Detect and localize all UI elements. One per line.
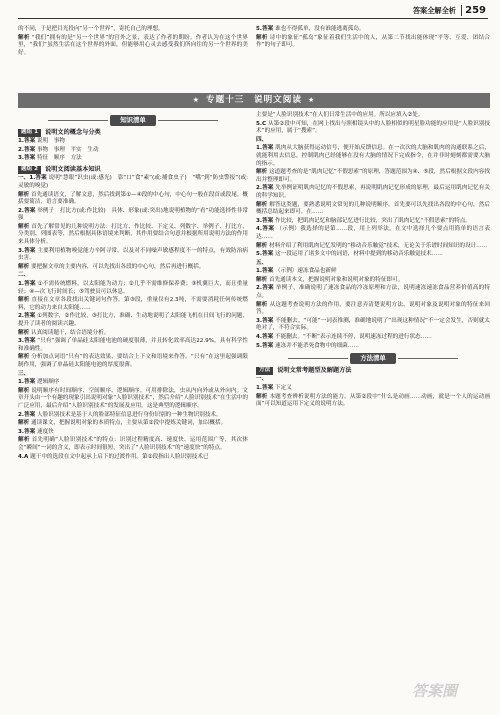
- method-header: [256, 353, 490, 364]
- topic-1-answers: [18, 138, 248, 163]
- section-marker: 二、: [18, 272, 30, 279]
- topic-tag: 题组 2: [18, 166, 41, 174]
- answer-line: [256, 185, 490, 200]
- answer-lead: 5.C: [256, 120, 267, 127]
- left-top-column: [18, 26, 248, 58]
- answer-line: [18, 35, 248, 58]
- answer-line: [256, 334, 490, 342]
- answer-lead: 4.A: [18, 453, 29, 460]
- answer-lead: 2.答案: [18, 146, 36, 153]
- answer-lead: 解析: [18, 354, 30, 361]
- answer-text: 解答这类题，要熟悉说明文常见的几种说明顺序。首先要可以先找出各段的中心句，然后概括总结起来即可。在……: [256, 201, 490, 216]
- answer-lead: 解析: [18, 223, 30, 230]
- method-label: 方法清单: [350, 353, 396, 364]
- answer-line: [256, 35, 490, 50]
- answer-text: 不能删去。“可能”一词表推测，准确地说明了“出现这种情况”不一定会发生，否则就太绝对了，不符合实际。: [256, 317, 490, 332]
- answer-line: [18, 224, 248, 247]
- answer-line: [256, 243, 490, 251]
- answer-line: [256, 145, 490, 168]
- topic-2-answers: [18, 175, 248, 271]
- answer-line: [18, 147, 248, 155]
- answer-text: 要把握文章的主要内容，可以先找出各段的中心句，然后再进行概括。: [30, 263, 205, 270]
- left-main-column: [18, 112, 248, 462]
- answer-line: [18, 379, 248, 387]
- answer-lead: 解析: [256, 34, 268, 41]
- answer-text: 的不同，于是把目光投向“另一个世界”，寄托自己的理想。: [18, 26, 164, 32]
- answer-lead: 解析: [256, 393, 268, 400]
- answer-line: [256, 112, 490, 120]
- knowledge-label: 知识清单: [110, 115, 156, 126]
- answer-line: [18, 248, 248, 263]
- answer-line: [256, 277, 490, 285]
- answer-text: 这道题考查的是“肌肉记忆”不假思索”的原理，答题范围为④、⑤段，然后根据文段内容找出并整理即可。: [256, 169, 490, 183]
- answer-lead: 2.答案: [18, 207, 36, 214]
- answer-lead: 解析: [18, 437, 30, 444]
- answer-text: 首先了解常见的几种说明方法：打比方、作比较、下定义、列数字、举例子、打比方、分类别、列图表等，然后根据具体语境来判断，其作用要结合句意并根据所用说明方法的作用来具体分析。: [18, 223, 248, 246]
- answer-text: ①列数字，②作比较，③打比方，准确、生动地说明了太阳能飞机在日间飞行的问题，提升了读者的阅读兴趣。: [18, 313, 248, 328]
- topic-2: [18, 166, 248, 174]
- answer-line: [256, 218, 490, 226]
- right-top-column: [256, 26, 490, 51]
- answer-text: 主要利用植物嗅觉能力辛阿寻常，以及对不同噪声敏感程度不一的特点，有效防治病虫害。: [18, 247, 248, 262]
- answer-lead: 解析: [18, 420, 30, 427]
- answer-text: 从第②段中可知，在网上找出与照相镜头中的人脸相似的明星脸功能的应用是“人脸识别技术”的应用，属于“搜索”。: [256, 120, 490, 135]
- answer-text: 举例子 打比方(或:作比较) 具体、形象(或:突出)地说明植物的“看”功能选择性非常强: [18, 207, 248, 222]
- answer-line: [18, 313, 248, 328]
- answer-line: [18, 354, 248, 369]
- answer-text: 首先通读本文，把握说明对象和说明对象的特征即可。: [268, 276, 404, 283]
- answer-line: [256, 137, 490, 145]
- answer-line: [18, 330, 248, 338]
- answer-lead: 5.答案: [256, 251, 274, 258]
- answer-line: [256, 226, 490, 241]
- answer-text: 说明 事物: [37, 138, 65, 145]
- answer-lead: 解析: [256, 169, 268, 176]
- page-number: 259: [465, 5, 486, 16]
- topic-title: 说明文常考题型及解题方法: [277, 366, 352, 374]
- answer-lead: 1.答案: [18, 138, 36, 145]
- divider: [158, 120, 218, 121]
- answer-line: [18, 429, 248, 437]
- answer-line: [18, 138, 248, 146]
- answer-line: [256, 121, 490, 136]
- watermark-logo: 答案圈: [412, 682, 458, 700]
- answer-lead: 四、: [256, 136, 268, 143]
- answer-line: [18, 208, 248, 223]
- answer-line: [256, 202, 490, 217]
- answer-lead: 5.答案: [256, 342, 274, 349]
- answer-lead: 4.答案: [256, 334, 274, 341]
- header-rule: [18, 18, 488, 19]
- chapter-banner: [18, 93, 490, 108]
- answer-text: 主要是“人脸识别技术”在人们日常生活中的应用。所以应填入②处。: [256, 112, 424, 118]
- answer-line: [18, 437, 248, 452]
- answer-lead: 解析: [18, 297, 30, 304]
- header-divider: [461, 5, 462, 16]
- answer-line: [256, 376, 490, 384]
- answer-lead: 解析: [256, 242, 268, 249]
- answer-text: 肌肉从大脑获得运动信号，便开始反馈信息。在一次次的大脑和肌肉的沟通联系之后，就能利用去信息，控制肌肉已经能够在没有大脑的情况下完成指令，在并非时刻刻都需要大脑的指示。: [256, 145, 490, 167]
- answer-text: 作比较，把肌肉记忆和脑部记忆进行比较，突出了肌肉记忆“不假思索”的特点。: [275, 217, 471, 224]
- answer-line: [256, 302, 490, 317]
- topic-title: 说明文阅读基本知识: [45, 165, 101, 173]
- answer-lead: 3.答案: [18, 155, 36, 162]
- divider: [48, 120, 108, 121]
- topic-tag: 方法: [256, 367, 273, 375]
- answer-text: 谁也不得孤单，没有谁能逃离孤岛。: [275, 26, 365, 32]
- answer-lead: 1.答案: [256, 145, 274, 152]
- answer-line: [256, 385, 490, 393]
- answer-text: 分析加点词语“只有”的表达效果，要结合上下文和语境来作答。“只有”在这里起强调限制作用，强调了单晶硅太阳能电池的厚度很薄。: [18, 354, 248, 368]
- answer-text: “我们”拥有的是“另一个世界”的宫外之景，表达了作者的期盼。作者认为在这个世界里，“我们”虽然生活在这个世界的外面，但能够用心灵去感受我们所向往的另一个世界的美好。: [18, 34, 248, 56]
- banner-star-left-icon: ★: [192, 95, 201, 104]
- answer-lead: 3.答案: [18, 338, 36, 345]
- section-3-answers: [18, 379, 248, 461]
- answer-line: [256, 260, 490, 268]
- chapter-title: 专题十三 说明文阅读: [206, 94, 302, 105]
- answer-text: 说明顺序有时间顺序、空间顺序、逻辑顺序。可用排除法，虫从内向外或从外向内。文章开头由一个有趣的现象引出说明对象“人脸识别技术”，然后介绍“人脸识别技术”在生活中的广泛应用，最后介绍“人脸识别技术”的发展及应用。这是典型的逻辑顺序。: [18, 387, 248, 409]
- answer-lead: 一、1.答案: [18, 175, 47, 182]
- answer-line: [18, 175, 248, 190]
- answer-lead: 2.答案: [18, 313, 36, 320]
- answer-line: [256, 268, 490, 276]
- answer-text: （示例）速冻食品也新鲜: [275, 268, 337, 275]
- answer-text: 题干中的选段在文中起承上启下的过渡作用。第②段指出人脸识别技术已: [30, 453, 209, 460]
- divider: [288, 358, 348, 359]
- right-answers: [256, 112, 490, 350]
- answer-lead: 1.答案: [18, 281, 36, 288]
- answer-lead: 解析: [256, 201, 268, 208]
- answer-text: 从这题考查说明方法的作用，要注意弄清楚说明方法、说明对象及说明对象的特征来回答。: [256, 301, 490, 316]
- answer-lead: 解析: [18, 329, 30, 336]
- answer-lead: 4.答案: [256, 226, 275, 233]
- topic-tag: 题组 1: [18, 129, 41, 137]
- answer-lead: 1.答案: [256, 384, 274, 391]
- answer-line: [256, 285, 490, 300]
- answer-line: [18, 26, 248, 34]
- answer-lead: 2.答案: [256, 285, 274, 292]
- answer-line: [18, 281, 248, 296]
- answer-text: 本题考查辨析说明方法的能力。从第②段中“什么是动画……动画，就是一个人的运动画面”可以知道运用下定义的说明方法。: [256, 393, 490, 408]
- answer-text: 诗中的象征“孤岛”象征着我们生活中的人，从第二节找出能体现“平等、互爱、团结合作”的句子即可。: [256, 34, 490, 49]
- answer-line: [18, 454, 248, 462]
- answer-lead: 3.答案: [18, 428, 36, 435]
- divider: [398, 358, 458, 359]
- answer-line: [18, 297, 248, 312]
- answer-lead: 2.答案: [256, 185, 274, 192]
- answer-lead: 解析: [18, 263, 30, 270]
- answer-line: [256, 251, 490, 259]
- page-header: [0, 0, 500, 22]
- method-topic: [256, 367, 490, 375]
- answer-text: 速度快: [37, 428, 54, 435]
- answer-lead: 五、: [256, 259, 268, 266]
- answer-line: [256, 169, 490, 184]
- answer-lead: 解析: [256, 301, 268, 308]
- right-main-column: [256, 112, 490, 410]
- answer-line: [256, 394, 490, 409]
- section-marker: 三、: [18, 370, 30, 377]
- answer-text: 首先通读语文，了解文意，然后找到第①—④段的中心句，中心句一般在段首或段尾。概括要简洁，语言要准确。: [18, 191, 248, 206]
- answer-lead: 一、: [256, 376, 268, 383]
- answer-line: [18, 264, 248, 272]
- banner-star-right-icon: ★: [307, 95, 316, 104]
- answer-line: [18, 338, 248, 353]
- section-2-answers: [18, 281, 248, 370]
- method-answers: [256, 376, 490, 408]
- answer-lead: 5.答案: [256, 26, 274, 32]
- header-title: 答案全解全析: [412, 6, 456, 15]
- knowledge-header: [18, 115, 248, 126]
- answer-lead: 3.答案: [18, 247, 36, 254]
- answer-lead: 1.答案: [256, 268, 274, 275]
- answer-text: 逻辑顺序: [37, 379, 60, 386]
- answer-text: 材料介绍了利用肌肉记忆发明的“移动音乐触觉”技术，无论关于乐谱时间知识的设计……: [268, 242, 488, 249]
- answer-lead: 解析: [18, 191, 30, 198]
- answer-text: ①不需传统燃料，以太阳能为动力；②几乎不需维修保养费；③机翼巨大，而且重量轻；④—次飞行时间长；⑤驾驶员可以休息。: [18, 281, 248, 295]
- topic-1: [18, 129, 248, 137]
- answer-text: 通读课文，把握说明对象的本质特点，主要从第②段中提炼关键词，加以概括。: [30, 420, 227, 427]
- answer-line: [256, 318, 490, 333]
- answer-line: [18, 192, 248, 207]
- answer-text: 首先明确“人脸识别技术”的特点：识别过程精度高、速度快、运用范围广等，其次体会“瞬间”一词的含义，即表示时间很短，突出了“人脸识别技术”的“速度快”的特点。: [18, 437, 248, 451]
- answer-text: “只有”强调了单晶硅太阳能电池的硬度很薄，并且转化效率高达22.9%，具有科学性和准确性。: [18, 338, 248, 352]
- answer-text: 不能删去。“不断”表示连续不停，说明速冻过程的进行状态……: [275, 334, 432, 341]
- answer-line: [256, 343, 490, 351]
- answer-lead: 1.答案: [18, 379, 36, 386]
- answer-text: 人脸识别技术是基于人的脸部特征信息进行身份识别的一种生物识别技术。: [37, 411, 222, 418]
- answer-text: 先举例证明肌肉记忆的不假思索，再说明肌肉记忆形成的原理，最后运用肌肉记忆有关的科学知识。: [256, 185, 490, 199]
- answer-line: [18, 155, 248, 163]
- answer-text: 特征 顺序 方法: [37, 155, 82, 162]
- answer-line: [18, 420, 248, 428]
- answer-line: [18, 388, 248, 411]
- answer-lead: 解析: [18, 387, 30, 394]
- topic-title: 说明文的概念与分类: [45, 128, 101, 136]
- answer-text: 速冻并不能杀死食物中的细菌……: [275, 342, 359, 349]
- answer-text: 直接在文章各段找出关键词句作答。第③段，重量仅有2.3吨，不需要消耗任何传统燃料，它的动力来自太阳能……: [18, 297, 248, 311]
- answer-text: 说明“慧眼”识虫(或:感光) 靠“口”食“素”(或:捕食虫子) “嘴”到“防虫警报”(或:灵敏的嗅觉): [18, 175, 249, 189]
- answer-text: 事物 事理 平实 生动: [37, 146, 99, 153]
- answer-lead: 3.答案: [256, 217, 274, 224]
- answer-lead: 3.答案: [256, 317, 274, 324]
- answer-text: （示例）我选择的是第……段，用上列举法，在文中选择几个要点用简单的语言表达……: [256, 226, 490, 240]
- answer-lead: 解析: [256, 276, 268, 283]
- answer-text: 举例子，准确说明了速冻食品的冷冻原理和方法，说明速冻速冻食品营养价值高的特点。: [256, 285, 490, 300]
- answer-text: 这一段运用了诸多文中的词语，材料中提到的移动音乐触觉技术……: [275, 251, 443, 258]
- answer-line: [256, 26, 490, 34]
- answer-text: 认真阅读题干，结合语境分析。: [30, 329, 110, 336]
- answer-line: [18, 412, 248, 420]
- answer-text: 下定义: [275, 384, 292, 391]
- answer-lead: 解析: [18, 34, 30, 41]
- answer-lead: 2.答案: [18, 411, 36, 418]
